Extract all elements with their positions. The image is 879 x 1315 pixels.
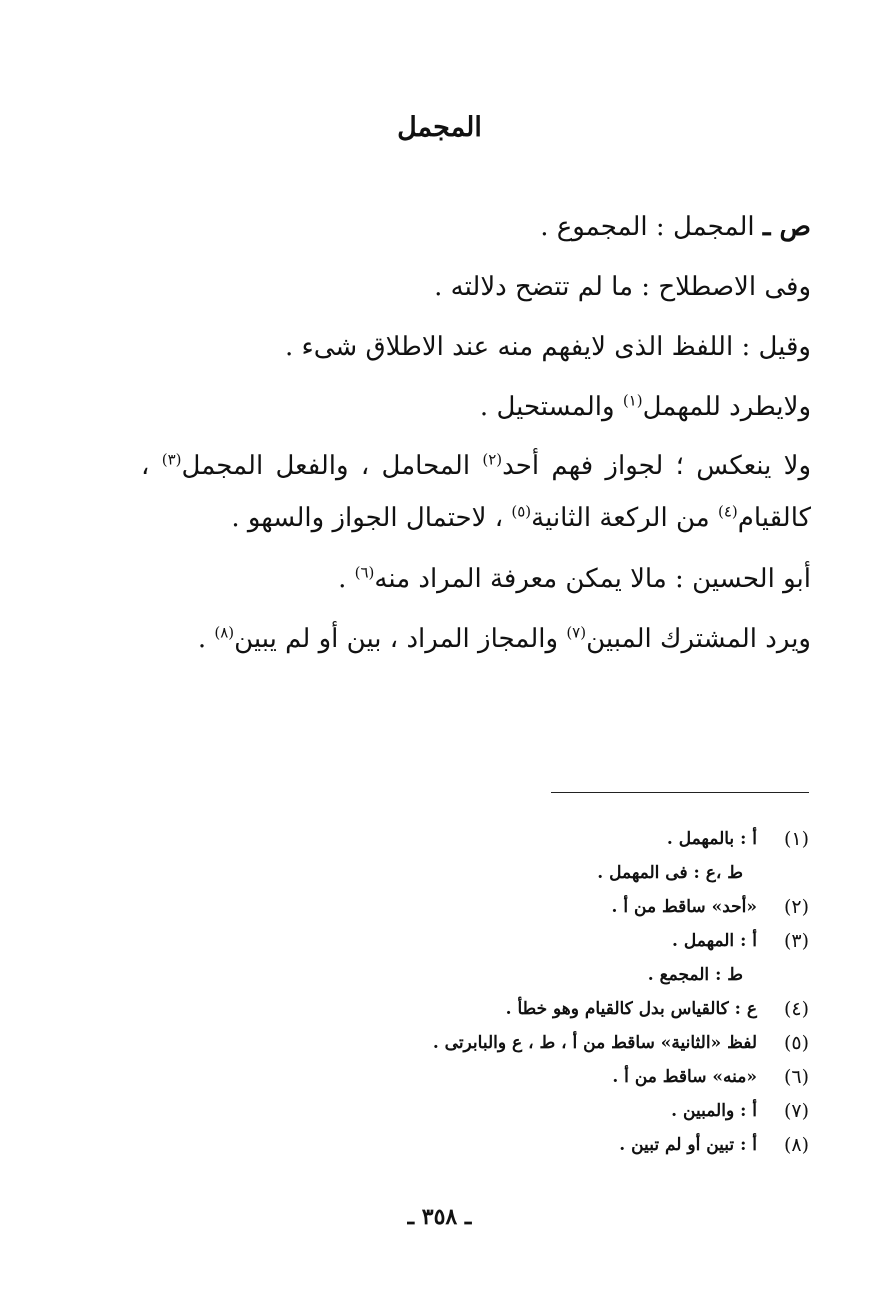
abu-husain-end: . (338, 564, 347, 594)
footnote-number: (٦) (783, 1066, 809, 1088)
footnote-3-continued (289, 958, 809, 992)
reversal-text-d: من الركعة الثانية (531, 503, 710, 533)
footnote-text: ع : كالقياس بدل كالقيام وهو خطأ . (505, 999, 757, 1019)
objection-two-line (141, 612, 811, 672)
objection-two-end: . (197, 624, 207, 654)
footnote-ref-1: (١) (622, 391, 643, 410)
footnote-number: (٤) (783, 998, 809, 1020)
footnote-5 (289, 1026, 809, 1060)
footnote-text: أ : بالمهمل . (666, 829, 757, 849)
footnote-number: (٧) (783, 1100, 809, 1122)
abu-husain-line (141, 552, 811, 612)
footnote-2 (289, 890, 809, 924)
footnote-number: (٥) (783, 1032, 809, 1054)
abu-husain-text: أبو الحسين : مالا يمكن معرفة المراد منه (374, 564, 811, 594)
footnote-number: (١) (783, 828, 809, 850)
footnote-7 (289, 1094, 809, 1128)
objection-text-end: والمستحيل . (479, 392, 615, 422)
footnote-6 (289, 1060, 809, 1094)
footnote-ref-8: (٨) (214, 623, 235, 642)
definition-line (141, 200, 811, 260)
objection-text: ولايطرد للمهمل (642, 392, 811, 422)
page-number: ـ ٣٥٨ ـ (407, 1204, 472, 1230)
footnote-ref-2: (٢) (482, 450, 503, 469)
reversal-text-e: ، لاحتمال الجواز والسهو . (231, 503, 504, 533)
footnotes (289, 822, 809, 1162)
footnote-text: «منه» ساقط من أ . (612, 1067, 757, 1087)
footnote-text: أ : المهمل . (672, 931, 757, 951)
page-title: المجمل (397, 112, 482, 143)
objection-two-text-b: والمجاز المراد ، بين أو لم يبين (234, 624, 559, 654)
footnote-ref-3: (٣) (161, 450, 182, 469)
reversal-text-a: ولا ينعكس ؛ لجواز فهم أحد (502, 451, 812, 481)
objection-two-text-a: ويرد المشترك المبين (586, 624, 811, 654)
footnote-number: (٢) (783, 896, 809, 918)
footnote-text: «أحد» ساقط من أ . (611, 897, 757, 917)
footnote-text: أ : تبين أو لم تبين . (619, 1135, 757, 1155)
footnote-ref-6: (٦) (354, 563, 375, 582)
footnote-number: (٣) (783, 930, 809, 952)
footnote-4 (289, 992, 809, 1026)
section-label: ص ـ (762, 212, 811, 242)
opinion-line: وقيل : اللفظ الذى لايفهم منه عند الاطلاق شىء . (285, 332, 811, 362)
footnote-ref-7: (٧) (566, 623, 587, 642)
footnote-divider (551, 792, 809, 793)
footnote-ref-5: (٥) (511, 502, 532, 521)
reversal-text-c: ، كالقيام (141, 451, 811, 533)
definition-text: المجمل : المجموع . (540, 212, 755, 242)
objection-line (141, 380, 811, 440)
footnote-8 (289, 1128, 809, 1162)
footnote-ref-4: (٤) (717, 502, 738, 521)
footnote-text: لفظ «الثانية» ساقط من أ ، ط ، ع والبابرتى . (432, 1033, 757, 1053)
footnote-1 (289, 822, 809, 856)
footnote-number: (٨) (783, 1134, 809, 1156)
reversal-text-b: المحامل ، والفعل المجمل (181, 451, 471, 481)
footnote-text: ط : المجمع . (647, 965, 743, 985)
term-line: وفى الاصطلاح : ما لم تتضح دلالته . (434, 272, 811, 302)
footnote-3 (289, 924, 809, 958)
footnote-text: أ : والمبين . (671, 1101, 757, 1121)
footnote-1-continued (289, 856, 809, 890)
main-text (141, 200, 811, 672)
footnote-text: ط ،ع : فى المهمل . (597, 863, 743, 883)
reversal-paragraph (141, 440, 811, 544)
